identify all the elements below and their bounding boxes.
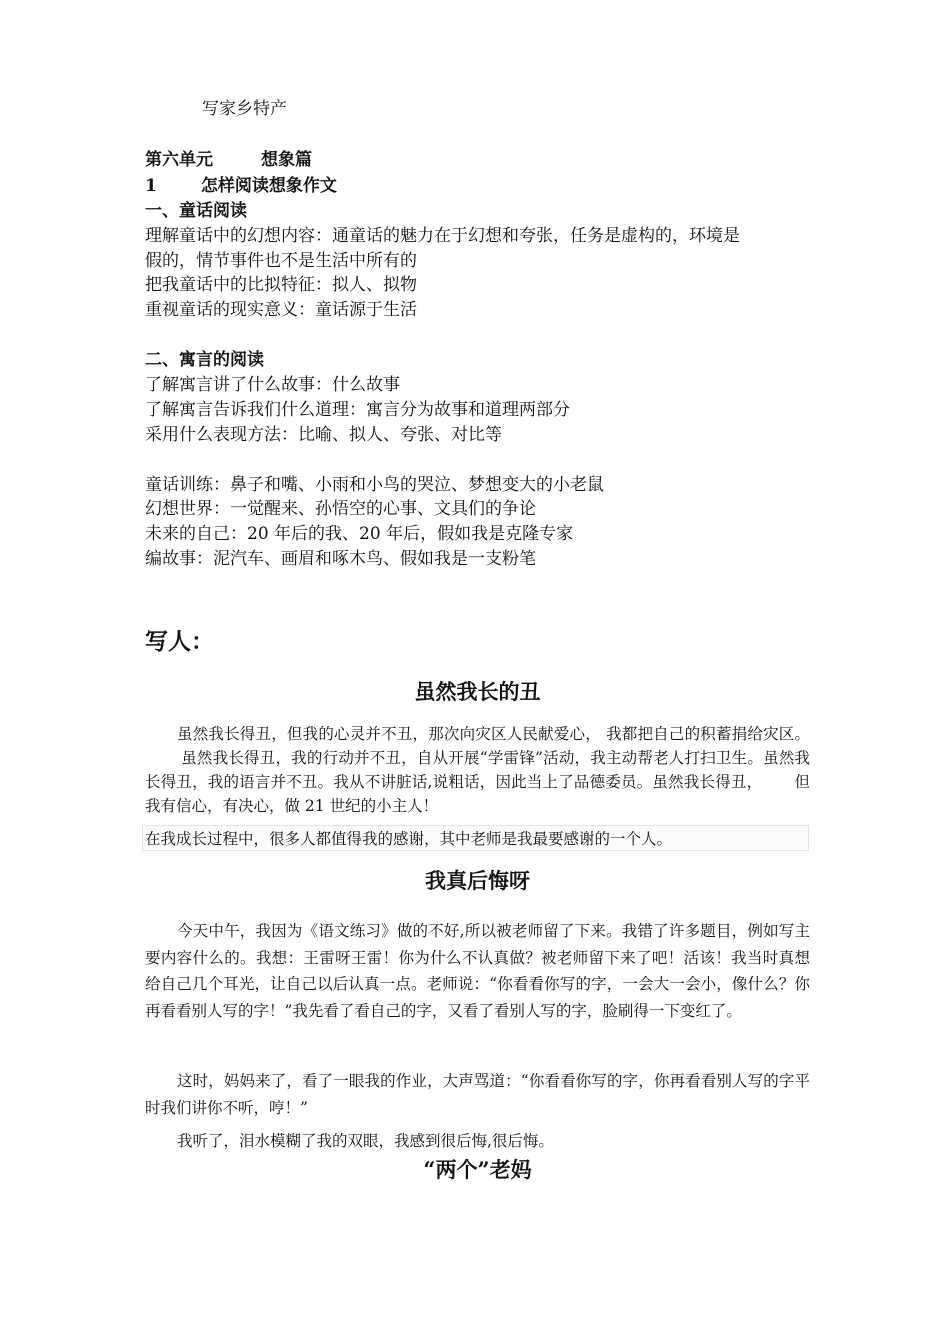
unit-label: 第六单元 [145, 150, 213, 170]
essay1-text-c: 但我有信心，有决心，做 21 世纪的小主人！ [145, 773, 810, 815]
section2-line: 采用什么表现方法：比喻、拟人、夸张、对比等 [145, 425, 502, 445]
essay2-title: 我真后悔呀 [425, 868, 530, 893]
training-line: 幻想世界：一觉醒来、孙悟空的心事、文具们的争论 [145, 499, 536, 519]
essay1-boxed-line: 在我成长过程中，很多人都值得我的感谢，其中老师是我最要感谢的一个人。 [142, 825, 809, 851]
unit-heading [145, 148, 312, 172]
training-line: 未来的自己：20 年后的我、20 年后，假如我是克隆专家 [145, 524, 574, 544]
lesson-number: 1 [145, 176, 157, 196]
training-line: 编故事：泥汽车、画眉和啄木鸟、假如我是一支粉笔 [145, 549, 536, 569]
essay2-paragraph: 今天中午，我因为《语文练习》做的不好,所以被老师留了下来。我错了许多题目，例如写主要内容什么的。我想：王雷呀王雷！你为什么不认真做？被老师留下来了吧！活该！我当时真想给自己几个耳光，让自己以后认真一点。老师说：“你看看你写的字，一会大一会小，像什么？你再看看别人写的字！”我先看了看自己的字，又看了看别人写的字，脸刷得一下变红了。 [145, 922, 810, 1020]
section1-heading: 一、童话阅读 [145, 201, 247, 221]
essay1-title: 虽然我长的丑 [414, 679, 541, 704]
section1-line: 重视童话的现实意义：童话源于生活 [145, 300, 417, 320]
essay1-paragraph [145, 722, 810, 818]
training-line: 童话训练：鼻子和嘴、小雨和小鸟的哭泣、梦想变大的小老鼠 [145, 475, 604, 495]
essay2-paragraph: 我听了，泪水模糊了我的双眼，我感到很后悔,很后悔。 [177, 1132, 554, 1150]
lesson-title: 怎样阅读想象作文 [200, 176, 337, 196]
top-line: 写家乡特产 [202, 99, 287, 119]
section-write-heading: 写人： [145, 628, 214, 655]
essay2-paragraph: 这时，妈妈来了，看了一眼我的作业，大声骂道：“你看看你写的字，你再看看别人写的字平时我们讲你不听，哼！” [145, 1072, 810, 1117]
section1-line: 把我童话中的比拟特征：拟人、拟物 [145, 275, 417, 295]
unit-topic: 想象篇 [261, 150, 312, 170]
essay3-title: “两个”老妈 [423, 1157, 532, 1182]
lesson-heading [145, 174, 337, 198]
section2-line: 了解寓言讲了什么故事：什么故事 [145, 375, 400, 395]
section2-line: 了解寓言告诉我们什么道理：寓言分为故事和道理两部分 [145, 400, 570, 420]
essay1-text-b: 虽然我长得丑，我的行动并不丑，自从开展“学雷锋”活动，我主动帮老人打扫卫生。虽然我长得丑，我的语言并不丑。我从不讲脏话,说粗话，因此当上了品德委员。虽然我长得丑， [145, 749, 810, 791]
essay1-text-a: 虽然我长得丑，但我的心灵并不丑，那次向灾区人民献爱心， 我都把自己的积蓄捐给灾区。 [177, 725, 810, 743]
section1-line: 假的，情节事件也不是生活中所有的 [145, 251, 417, 271]
section1-line: 理解童话中的幻想内容：通童话的魅力在于幻想和夸张，任务是虚构的，环境是 [145, 226, 740, 246]
section2-heading: 二、寓言的阅读 [145, 350, 264, 370]
